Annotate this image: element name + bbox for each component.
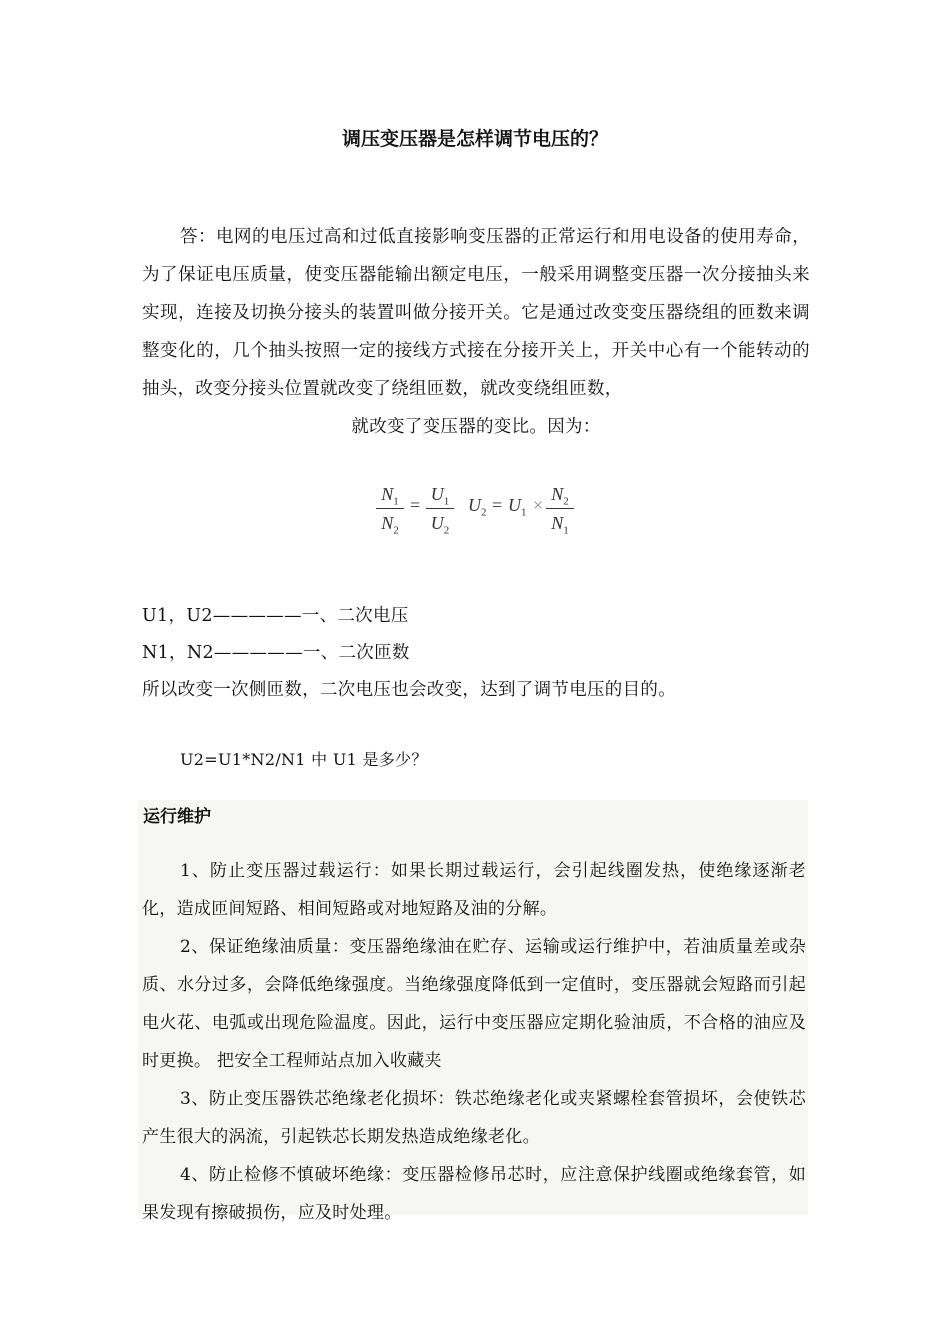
fraction-n1-n2: $N_1$ $N_2$ — [376, 482, 404, 535]
equals-sign-2: = — [492, 495, 503, 515]
n-definition: N1，N2—————一、二次匝数 — [142, 643, 410, 663]
intro-body: 答：电网的电压过高和过低直接影响变压器的正常运行和用电设备的使用寿命，为了保证电压质量，使变压器能输出额定电压，一般采用调整变压器一次分接抽头来实现，连接及切换分接头的装置叫做分接开关。它是通过改变变压器绕组的匝数来调整变化的，几个抽头按照一定的接线方式接在分接开关上，开关中心有一个能转动的抽头，改变分接头位置就改变了绕组匝数，就改变绕组匝数， — [142, 227, 810, 399]
equals-sign: = — [410, 495, 421, 515]
maintenance-item: 2、保证绝缘油质量：变压器绝缘油在贮存、运输或运行维护中，若油质量差或杂质、水分过多，会降低绝缘强度。当绝缘强度降低到一定值时，变压器就会短路而引起电火花、电弧或出现危险温度。因此，运行中变压器应定期化验油质，不合格的油应及时更换。 把安全工程师站点加入收藏夹 — [142, 937, 806, 1071]
definitions-block — [142, 598, 810, 709]
maintenance-item: 4、防止检修不慎破坏绝缘：变压器检修吊芯时，应注意保护线圈或绝缘套管，如果发现有擦破损伤，应及时处理。 — [142, 1165, 806, 1223]
conclusion: 所以改变一次侧匝数，二次电压也会改变，达到了调节电压的目的。 — [142, 680, 676, 700]
u2-symbol: $U_2$ — [468, 495, 487, 519]
times-sign: × — [533, 495, 544, 515]
fraction-u1-u2: $U_1$ $U_2$ — [426, 482, 454, 535]
maintenance-item: 3、防止变压器铁芯绝缘老化损坏：铁芯绝缘老化或夹紧螺栓套管损坏，会使铁芯产生很大的涡流，引起铁芯长期发热造成绝缘老化。 — [142, 1089, 806, 1147]
page-title: 调压变压器是怎样调节电压的？ — [341, 128, 608, 150]
u1-symbol: $U_1$ — [508, 495, 527, 519]
ratio-formula — [376, 478, 576, 542]
maintenance-list — [142, 852, 806, 1232]
intro-paragraph — [142, 218, 810, 446]
u-definition: U1，U2—————一、二次电压 — [142, 606, 409, 626]
question-line: U2=U1*N2/N1 中 U1 是多少？ — [180, 750, 428, 769]
fraction-n2-n1: $N_2$ $N_1$ — [546, 482, 574, 535]
maintenance-item: 1、防止变压器过载运行：如果长期过载运行，会引起线圈发热，使绝缘逐渐老化，造成匝间短路、相间短路或对地短路及油的分解。 — [142, 861, 806, 919]
intro-last-line: 就改变了变压器的变比。因为： — [351, 417, 601, 437]
maintenance-heading: 运行维护 — [143, 807, 211, 827]
